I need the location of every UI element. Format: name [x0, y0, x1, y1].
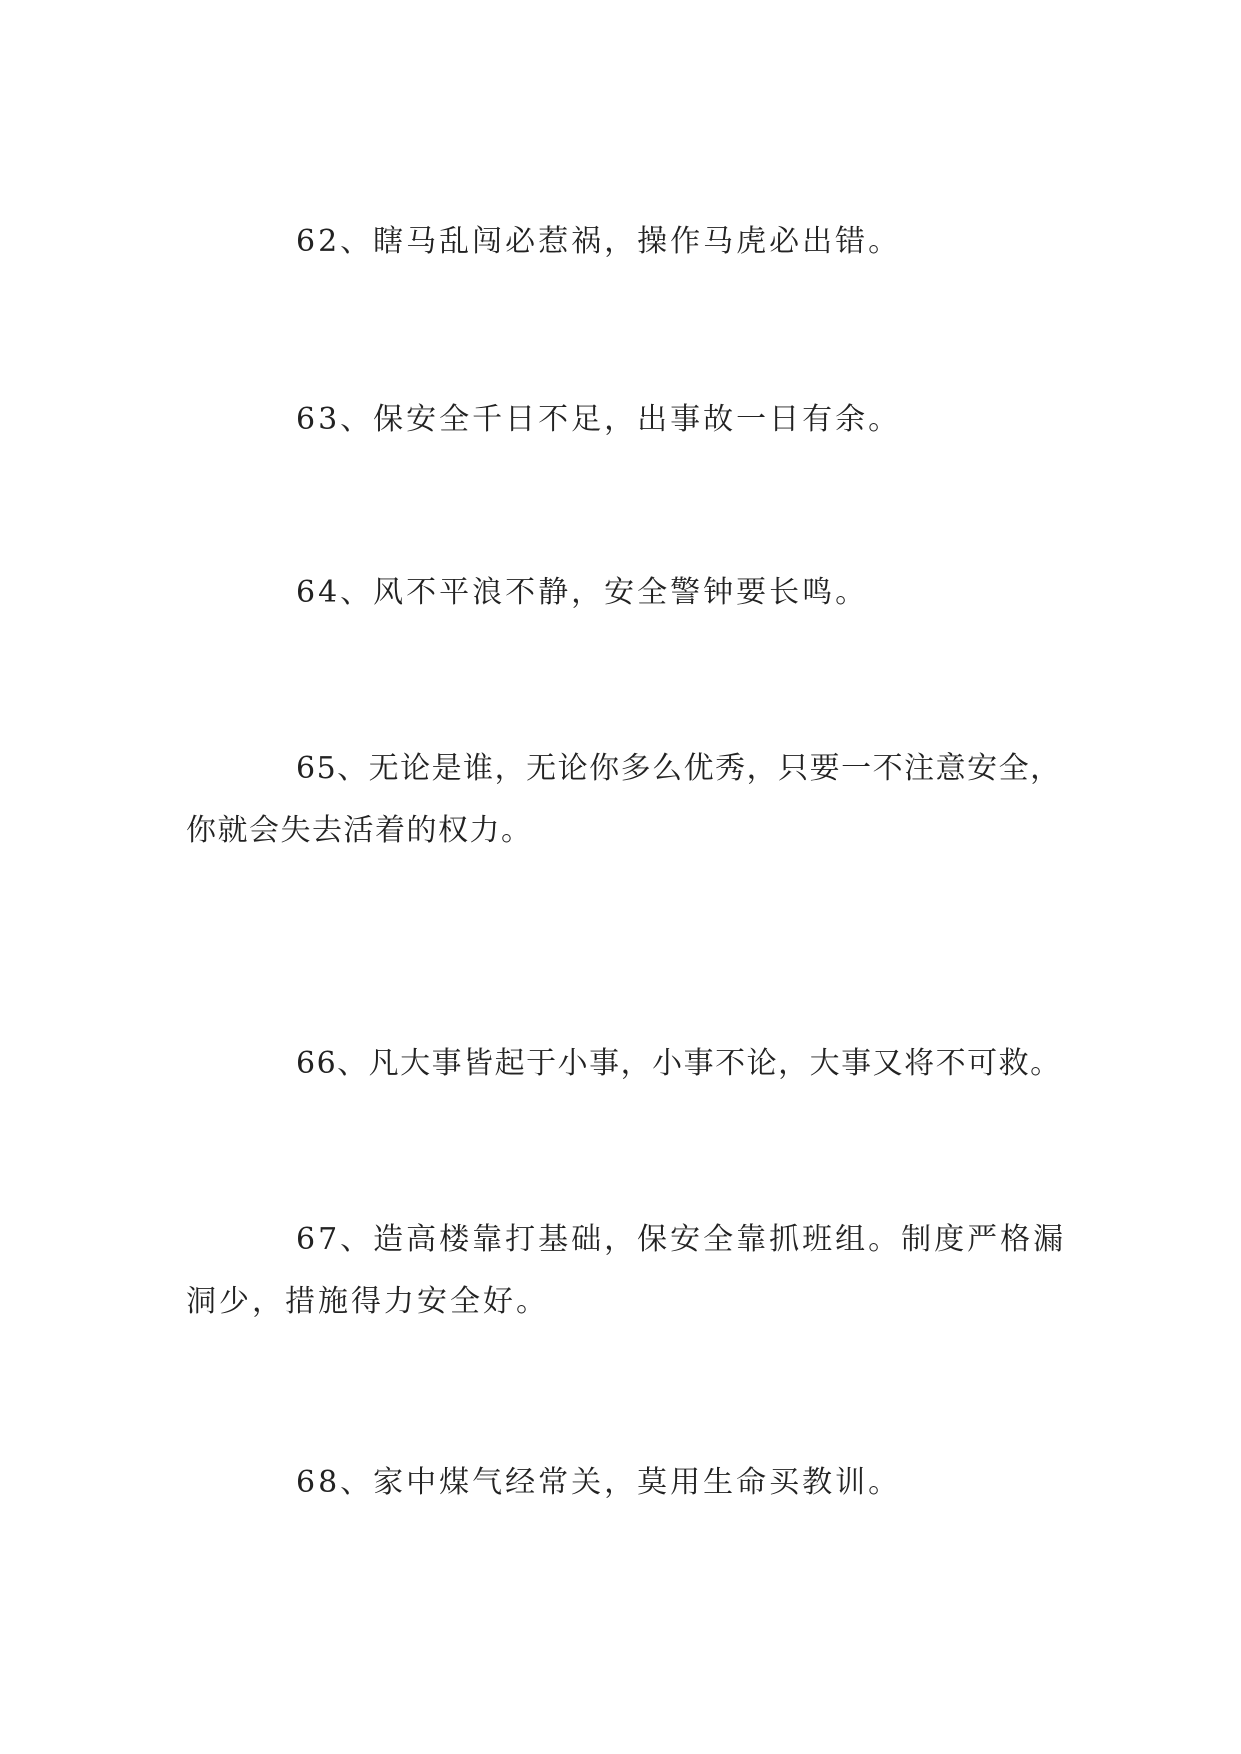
paragraph-64: [186, 562, 1056, 624]
paragraph-line: 62、瞎马乱闯必惹祸，操作马虎必出错。: [296, 224, 902, 259]
paragraph-line: 64、风不平浪不静，安全警钟要长鸣。: [296, 575, 869, 610]
paragraph-line: 63、保安全千日不足，出事故一日有余。: [296, 402, 902, 437]
paragraph-67: [186, 1209, 1067, 1333]
paragraph-line: 68、家中煤气经常关，莫用生命买教训。: [296, 1465, 902, 1500]
paragraph-line: 66、凡大事皆起于小事，小事不论，大事又将不可救。: [296, 1046, 1062, 1081]
paragraph-line: 你就会失去活着的权力。: [186, 813, 533, 848]
paragraph-63: [186, 389, 1056, 451]
paragraph-65: [186, 738, 1062, 862]
paragraph-62: [186, 211, 1056, 273]
paragraph-line: 65、无论是谁，无论你多么优秀，只要一不注意安全，: [296, 751, 1062, 786]
paragraph-66: [186, 1033, 1062, 1095]
paragraph-line: 67、造高楼靠打基础，保安全靠抓班组。制度严格漏: [296, 1222, 1067, 1257]
paragraph-68: [186, 1452, 1056, 1514]
paragraph-line: 洞少，措施得力安全好。: [186, 1284, 549, 1319]
